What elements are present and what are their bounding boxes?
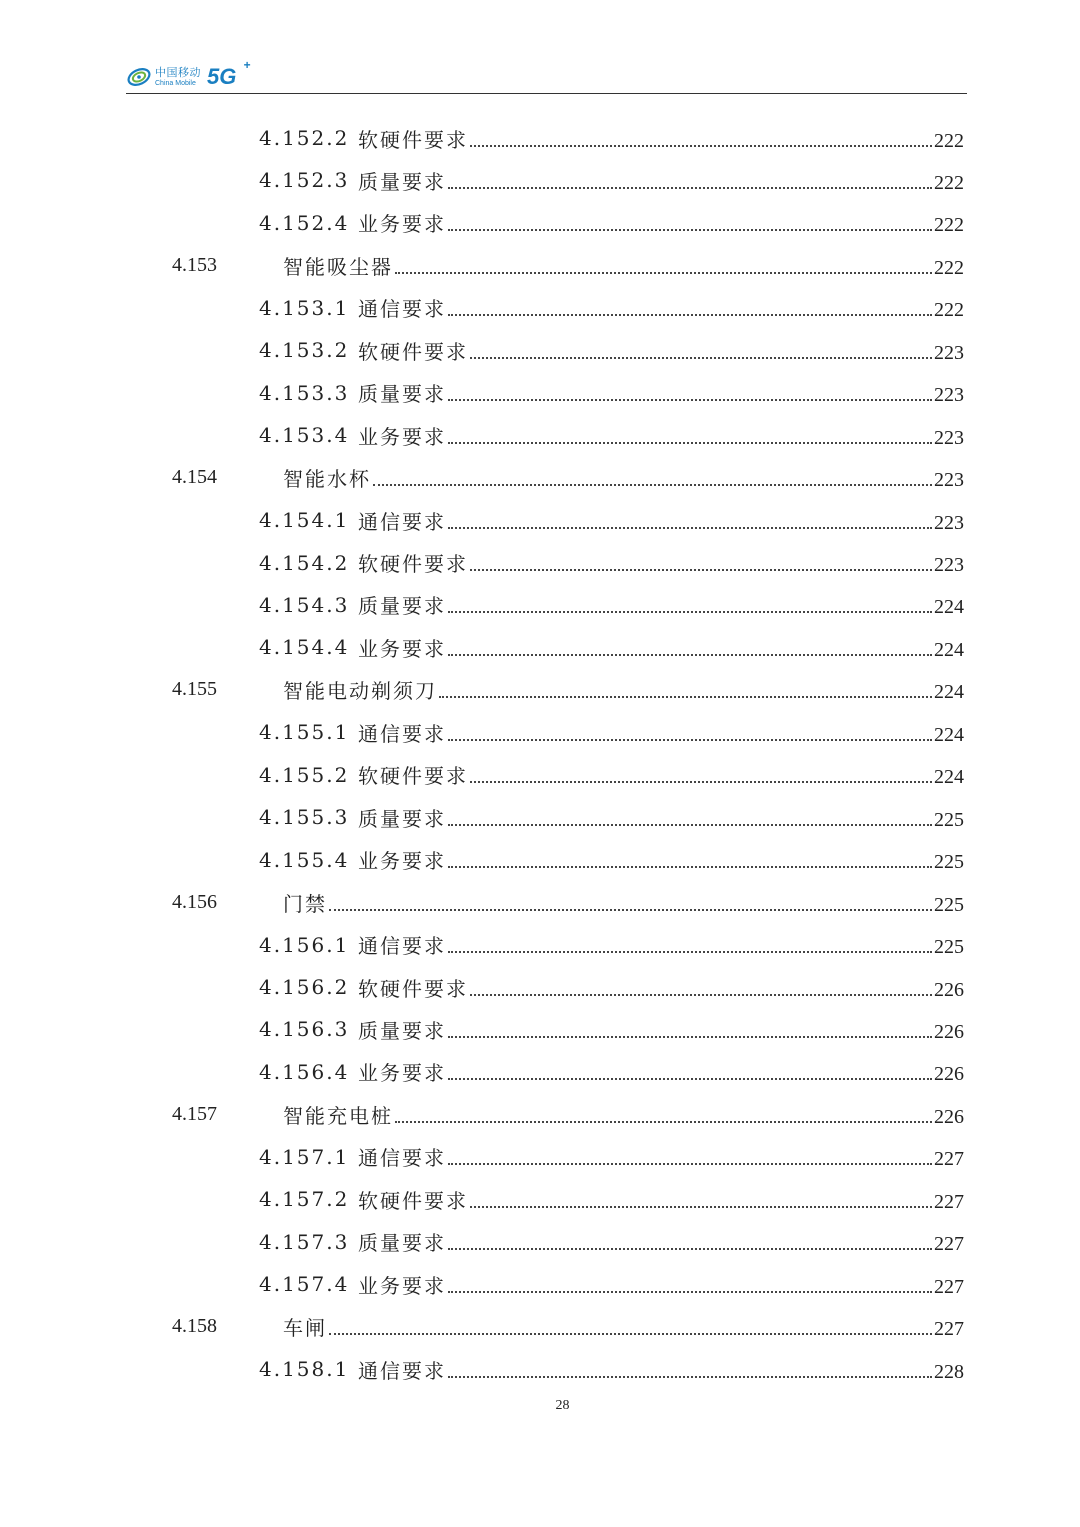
toc-entry-title-line [358, 590, 964, 619]
toc-entry-number: 4.153.3 [259, 380, 350, 405]
toc-dot-leader [395, 272, 932, 274]
toc-subsection-entry[interactable] [0, 839, 1080, 881]
toc-dot-leader [470, 357, 932, 359]
toc-dot-leader [448, 1291, 932, 1293]
toc-dot-leader [448, 611, 932, 613]
toc-subsection-entry[interactable] [0, 1263, 1080, 1305]
toc-dot-leader [448, 951, 932, 953]
toc-entry-label: 业务要求 [358, 1061, 446, 1086]
toc-subsection-entry[interactable] [0, 117, 1080, 159]
toc-subsection-entry[interactable] [0, 414, 1080, 456]
toc-entry-title-line [358, 421, 964, 450]
toc-subsection-entry[interactable] [0, 287, 1080, 329]
toc-entry-label: 软硬件要求 [358, 1188, 468, 1213]
toc-entry-page: 226 [934, 978, 964, 1001]
toc-subsection-entry[interactable] [0, 372, 1080, 414]
toc-entry-number: 4.153 [172, 253, 217, 276]
toc-dot-leader [395, 1121, 932, 1123]
toc-subsection-entry[interactable] [0, 1348, 1080, 1390]
china-mobile-logo-icon [126, 64, 152, 90]
toc-entry-page: 222 [934, 171, 964, 194]
toc-entry-label: 通信要求 [358, 934, 446, 959]
toc-dot-leader [448, 187, 932, 189]
toc-subsection-entry[interactable] [0, 584, 1080, 626]
toc-entry-number: 4.153.4 [259, 423, 350, 448]
toc-entry-title-line [358, 760, 964, 789]
toc-entry-title-line [283, 251, 964, 280]
toc-entry-page: 222 [934, 299, 964, 322]
toc-entry-title-line [358, 803, 964, 832]
toc-entry-title-line [358, 1015, 964, 1044]
toc-entry-number: 4.154.2 [259, 550, 350, 575]
toc-entry-number: 4.154.3 [259, 592, 350, 617]
toc-dot-leader [470, 569, 932, 571]
toc-entry-number: 4.155.3 [259, 805, 350, 830]
toc-entry-label: 软硬件要求 [358, 127, 468, 152]
toc-entry-title-line [358, 845, 964, 874]
toc-entry-title-line [358, 208, 964, 237]
toc-subsection-entry[interactable] [0, 159, 1080, 201]
toc-dot-leader [373, 484, 932, 486]
toc-entry-label: 通信要求 [358, 721, 446, 746]
toc-dot-leader [470, 781, 932, 783]
page-number: 28 [555, 1398, 570, 1413]
toc-subsection-entry[interactable] [0, 1051, 1080, 1093]
toc-entry-title-line [358, 1227, 964, 1256]
toc-entry-title-line [358, 1142, 964, 1171]
toc-entry-title-line [358, 973, 964, 1002]
page-header [126, 58, 967, 96]
toc-entry-number: 4.154.1 [259, 508, 350, 533]
toc-entry-title-line [283, 463, 964, 492]
header-divider [126, 93, 967, 94]
toc-section-entry[interactable] [0, 881, 1080, 923]
toc-entry-title-line [358, 718, 964, 747]
toc-dot-leader [470, 1206, 932, 1208]
toc-entry-number: 4.157.2 [259, 1187, 350, 1212]
toc-entry-page: 223 [934, 341, 964, 364]
toc-dot-leader [448, 442, 932, 444]
toc-entry-number: 4.156.1 [259, 932, 350, 957]
toc-dot-leader [329, 909, 932, 911]
toc-entry-label: 质量要求 [358, 1231, 446, 1256]
toc-dot-leader [448, 527, 932, 529]
toc-section-entry[interactable] [0, 457, 1080, 499]
toc-section-entry[interactable] [0, 1093, 1080, 1135]
toc-entry-title-line [283, 1100, 964, 1129]
toc-entry-label: 智能电动剃须刀 [283, 679, 437, 704]
toc-subsection-entry[interactable] [0, 202, 1080, 244]
toc-entry-page: 226 [934, 1020, 964, 1043]
toc-entry-page: 227 [934, 1233, 964, 1256]
toc-entry-number: 4.152.2 [259, 126, 350, 150]
toc-entry-number: 4.156.3 [259, 1017, 350, 1042]
toc-entry-label: 软硬件要求 [358, 552, 468, 576]
toc-entry-number: 4.158.1 [259, 1357, 350, 1382]
toc-entry-page: 227 [934, 1148, 964, 1171]
toc-subsection-entry[interactable] [0, 924, 1080, 966]
toc-dot-leader [448, 824, 932, 826]
toc-subsection-entry[interactable] [0, 796, 1080, 838]
toc-dot-leader [448, 1163, 932, 1165]
toc-entry-number: 4.156.2 [259, 975, 350, 999]
toc-subsection-entry[interactable] [0, 1008, 1080, 1050]
toc-entry-title-line [358, 378, 964, 407]
toc-entry-number: 4.155.4 [259, 847, 350, 872]
toc-entry-page: 223 [934, 511, 964, 534]
toc-dot-leader [448, 1078, 932, 1080]
toc-entry-page: 226 [934, 1105, 964, 1128]
toc-entry-label: 质量要求 [358, 594, 446, 619]
toc-entry-label: 软硬件要求 [358, 764, 468, 789]
china-mobile-logo [126, 58, 251, 92]
toc-entry-label: 车闸 [283, 1316, 327, 1341]
toc-entry-label: 通信要求 [358, 509, 446, 534]
toc-entry-page: 224 [934, 723, 964, 746]
toc-entry-title-line [358, 1185, 964, 1214]
toc-subsection-entry[interactable] [0, 626, 1080, 668]
toc-entry-label: 智能吸尘器 [283, 254, 393, 279]
toc-entry-number: 4.155 [172, 678, 217, 701]
toc-entry-title-line [358, 1355, 964, 1384]
toc-subsection-entry[interactable] [0, 1221, 1080, 1263]
toc-entry-label: 软硬件要求 [358, 339, 468, 364]
toc-entry-title-line [358, 336, 964, 365]
toc-dot-leader [448, 399, 932, 401]
toc-dot-leader [448, 1248, 932, 1250]
toc-entry-page: 223 [934, 426, 964, 449]
toc-entry-label: 智能充电桩 [283, 1103, 393, 1128]
toc-entry-page: 226 [934, 1063, 964, 1086]
toc-entry-page: 227 [934, 1190, 964, 1213]
toc-entry-label: 通信要求 [358, 1358, 446, 1383]
toc-dot-leader [448, 1376, 932, 1378]
toc-subsection-entry[interactable] [0, 1136, 1080, 1178]
toc-entry-label: 通信要求 [358, 1146, 446, 1171]
toc-subsection-entry[interactable] [0, 966, 1080, 1008]
toc-entry-page: 227 [934, 1318, 964, 1341]
toc-entry-label: 业务要求 [358, 212, 446, 237]
toc-entry-title-line [283, 1312, 964, 1341]
toc-entry-page: 223 [934, 554, 964, 576]
toc-entry-label: 通信要求 [358, 297, 446, 322]
toc-entry-label: 质量要求 [358, 169, 446, 194]
toc-entry-title-line [358, 1057, 964, 1086]
toc-entry-number: 4.157.4 [259, 1272, 350, 1297]
toc-section-entry[interactable] [0, 244, 1080, 286]
toc-subsection-entry[interactable] [0, 754, 1080, 796]
toc-subsection-entry[interactable] [0, 542, 1080, 584]
toc-entry-page: 224 [934, 596, 964, 619]
toc-entry-label: 质量要求 [358, 1018, 446, 1043]
toc-entry-number: 4.156.4 [259, 1059, 350, 1084]
toc-entry-number: 4.153.2 [259, 338, 350, 363]
toc-dot-leader [439, 696, 932, 698]
toc-entry-number: 4.158 [172, 1315, 217, 1338]
toc-entry-number: 4.152.3 [259, 168, 350, 193]
toc-entry-label: 质量要求 [358, 806, 446, 831]
5g-plus-icon: + [243, 58, 251, 72]
toc-entry-page: 224 [934, 681, 964, 704]
brand-name-en: China Mobile [155, 80, 196, 87]
toc-entry-label: 门禁 [283, 891, 327, 916]
toc-entry-number: 4.154.4 [259, 635, 350, 660]
toc-section-entry[interactable] [0, 1306, 1080, 1348]
toc-entry-number: 4.152.4 [259, 210, 350, 235]
toc-entry-page: 222 [934, 214, 964, 237]
toc-entry-title-line [283, 675, 964, 704]
toc-entry-page: 227 [934, 1275, 964, 1298]
toc-entry-page: 225 [934, 936, 964, 959]
toc-entry-title-line [358, 506, 964, 535]
toc-entry-title-line [358, 1270, 964, 1299]
toc-dot-leader [448, 866, 932, 868]
toc-entry-number: 4.157 [172, 1102, 217, 1125]
toc-entry-number: 4.155.2 [259, 762, 350, 787]
toc-subsection-entry[interactable] [0, 499, 1080, 541]
toc-entry-number: 4.157.1 [259, 1144, 350, 1169]
toc-entry-label: 业务要求 [358, 636, 446, 661]
toc-entry-number: 4.154 [172, 466, 217, 489]
toc-entry-title-line [358, 930, 964, 959]
toc-entry-page: 223 [934, 384, 964, 407]
toc-entry-title-line [358, 293, 964, 322]
toc-entry-title-line [358, 166, 964, 195]
toc-entry-page: 228 [934, 1360, 964, 1383]
toc-entry-label: 质量要求 [358, 382, 446, 407]
toc-dot-leader [470, 145, 932, 147]
toc-entry-page: 224 [934, 766, 964, 789]
5g-badge: 5G + [207, 58, 251, 89]
toc-entry-label: 业务要求 [358, 424, 446, 449]
toc-subsection-entry[interactable] [0, 711, 1080, 753]
toc-entry-number: 4.153.1 [259, 295, 350, 320]
toc-entry-page: 225 [934, 893, 964, 916]
toc-entry-number: 4.157.3 [259, 1229, 350, 1254]
toc-entry-number: 4.155.1 [259, 720, 350, 745]
toc-dot-leader [448, 1036, 932, 1038]
toc-entry-page: 222 [934, 256, 964, 279]
toc-subsection-entry[interactable] [0, 1178, 1080, 1220]
toc-entry-title-line [358, 633, 964, 662]
toc-dot-leader [448, 229, 932, 231]
toc-entry-number: 4.156 [172, 890, 217, 913]
toc-entry-page: 224 [934, 638, 964, 661]
toc-subsection-entry[interactable] [0, 329, 1080, 371]
brand-name-cn: 中国移动 [155, 66, 201, 79]
toc-section-entry[interactable] [0, 669, 1080, 711]
toc-dot-leader [329, 1333, 932, 1335]
toc-entry-page: 223 [934, 469, 964, 492]
toc-entry-label: 智能水杯 [283, 467, 371, 492]
toc-dot-leader [448, 654, 932, 656]
toc-dot-leader [448, 314, 932, 316]
toc-entry-label: 业务要求 [358, 849, 446, 874]
toc-dot-leader [448, 739, 932, 741]
toc-entry-title-line [358, 548, 964, 577]
toc-entry-page: 225 [934, 808, 964, 831]
toc-entry-page: 222 [934, 129, 964, 152]
toc-entry-title-line [358, 124, 964, 153]
toc-entry-label: 软硬件要求 [358, 976, 468, 1001]
toc-dot-leader [470, 994, 932, 996]
toc-entry-title-line [283, 888, 964, 917]
toc-entry-label: 业务要求 [358, 1273, 446, 1298]
toc-entry-page: 225 [934, 851, 964, 874]
